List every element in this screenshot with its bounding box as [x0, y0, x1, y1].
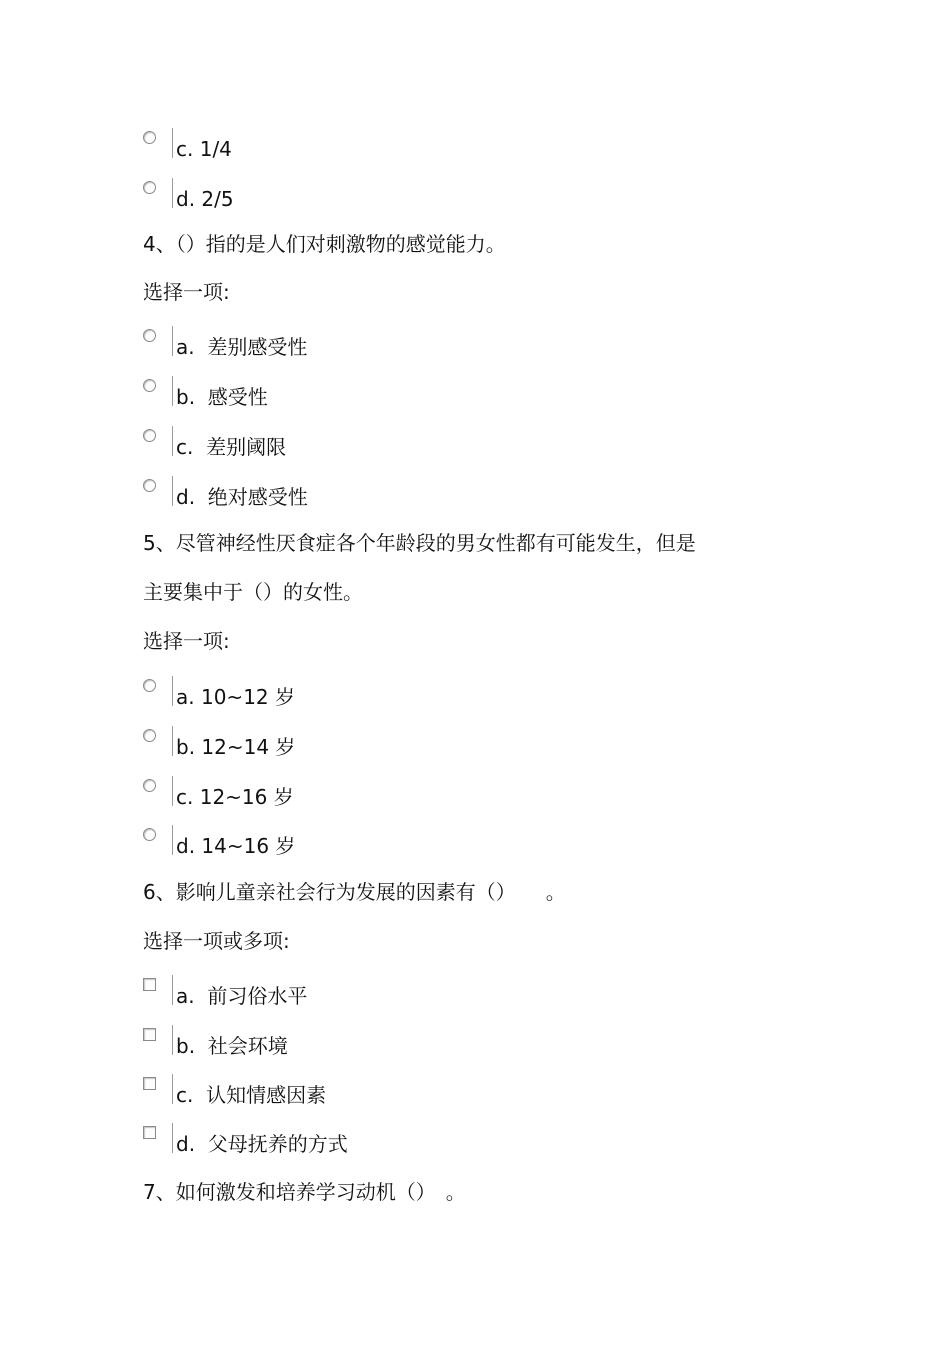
option-text: 12~14 岁 — [201, 735, 296, 759]
radio-button-icon[interactable] — [143, 379, 156, 392]
option-text: 父母抚养的方式 — [207, 1132, 348, 1156]
radio-button-icon[interactable] — [143, 181, 156, 194]
option-divider — [172, 776, 173, 806]
checkbox-icon[interactable] — [143, 1028, 156, 1041]
option-divider — [172, 676, 173, 706]
option-text: 绝对感受性 — [207, 485, 308, 509]
option-text: 感受性 — [207, 385, 268, 409]
option-divider — [172, 1074, 173, 1104]
radio-button-icon[interactable] — [143, 679, 156, 692]
option-divider — [172, 1123, 173, 1153]
option-letter: b. — [176, 1034, 196, 1058]
option-text: 前习俗水平 — [207, 984, 308, 1008]
option-divider — [172, 128, 173, 158]
q6-stem: 6、影响儿童亲社会行为发展的因素有（） 。 — [143, 880, 566, 904]
option-text: 差别阈限 — [206, 435, 287, 459]
option-text: 12~16 岁 — [199, 785, 294, 809]
radio-button-icon[interactable] — [143, 479, 156, 492]
option-letter: b. — [176, 385, 196, 409]
checkbox-icon[interactable] — [143, 1126, 156, 1139]
option-divider — [172, 726, 173, 756]
q5-instruction: 选择一项: — [143, 629, 230, 653]
radio-button-icon[interactable] — [143, 729, 156, 742]
option-divider — [172, 376, 173, 406]
q7-stem: 7、如何激发和培养学习动机（） 。 — [143, 1180, 466, 1204]
q5-stem-line2: 主要集中于（）的女性。 — [143, 580, 363, 604]
option-text: 认知情感因素 — [206, 1083, 327, 1107]
option-divider — [172, 975, 173, 1005]
option-letter: d. — [176, 834, 196, 858]
option-text: 差别感受性 — [207, 335, 308, 359]
option-letter: d. — [176, 485, 196, 509]
option-text: 1/4 — [199, 137, 232, 161]
option-letter: a. — [176, 984, 195, 1008]
option-letter: c. — [176, 137, 194, 161]
option-divider — [172, 426, 173, 456]
option-divider — [172, 178, 173, 208]
option-letter: c. — [176, 435, 194, 459]
checkbox-icon[interactable] — [143, 978, 156, 991]
option-divider — [172, 476, 173, 506]
option-text: 社会环境 — [207, 1034, 288, 1058]
option-text: 2/5 — [201, 187, 234, 211]
radio-button-icon[interactable] — [143, 779, 156, 792]
option-letter: c. — [176, 1083, 194, 1107]
option-divider — [172, 825, 173, 855]
option-letter: c. — [176, 785, 194, 809]
q4-instruction: 选择一项: — [143, 280, 230, 304]
q4-stem: 4、（）指的是人们对刺激物的感觉能力。 — [143, 232, 506, 256]
option-letter: b. — [176, 735, 196, 759]
q6-instruction: 选择一项或多项: — [143, 929, 290, 953]
radio-button-icon[interactable] — [143, 329, 156, 342]
radio-button-icon[interactable] — [143, 131, 156, 144]
option-divider — [172, 326, 173, 356]
option-letter: d. — [176, 187, 196, 211]
option-letter: a. — [176, 685, 195, 709]
radio-button-icon[interactable] — [143, 429, 156, 442]
option-divider — [172, 1025, 173, 1055]
option-text: 14~16 岁 — [201, 834, 296, 858]
option-letter: d. — [176, 1132, 196, 1156]
radio-button-icon[interactable] — [143, 828, 156, 841]
option-letter: a. — [176, 335, 195, 359]
checkbox-icon[interactable] — [143, 1077, 156, 1090]
q5-stem-line1: 5、尽管神经性厌食症各个年龄段的男女性都有可能发生，但是 — [143, 531, 696, 555]
option-text: 10~12 岁 — [200, 685, 295, 709]
